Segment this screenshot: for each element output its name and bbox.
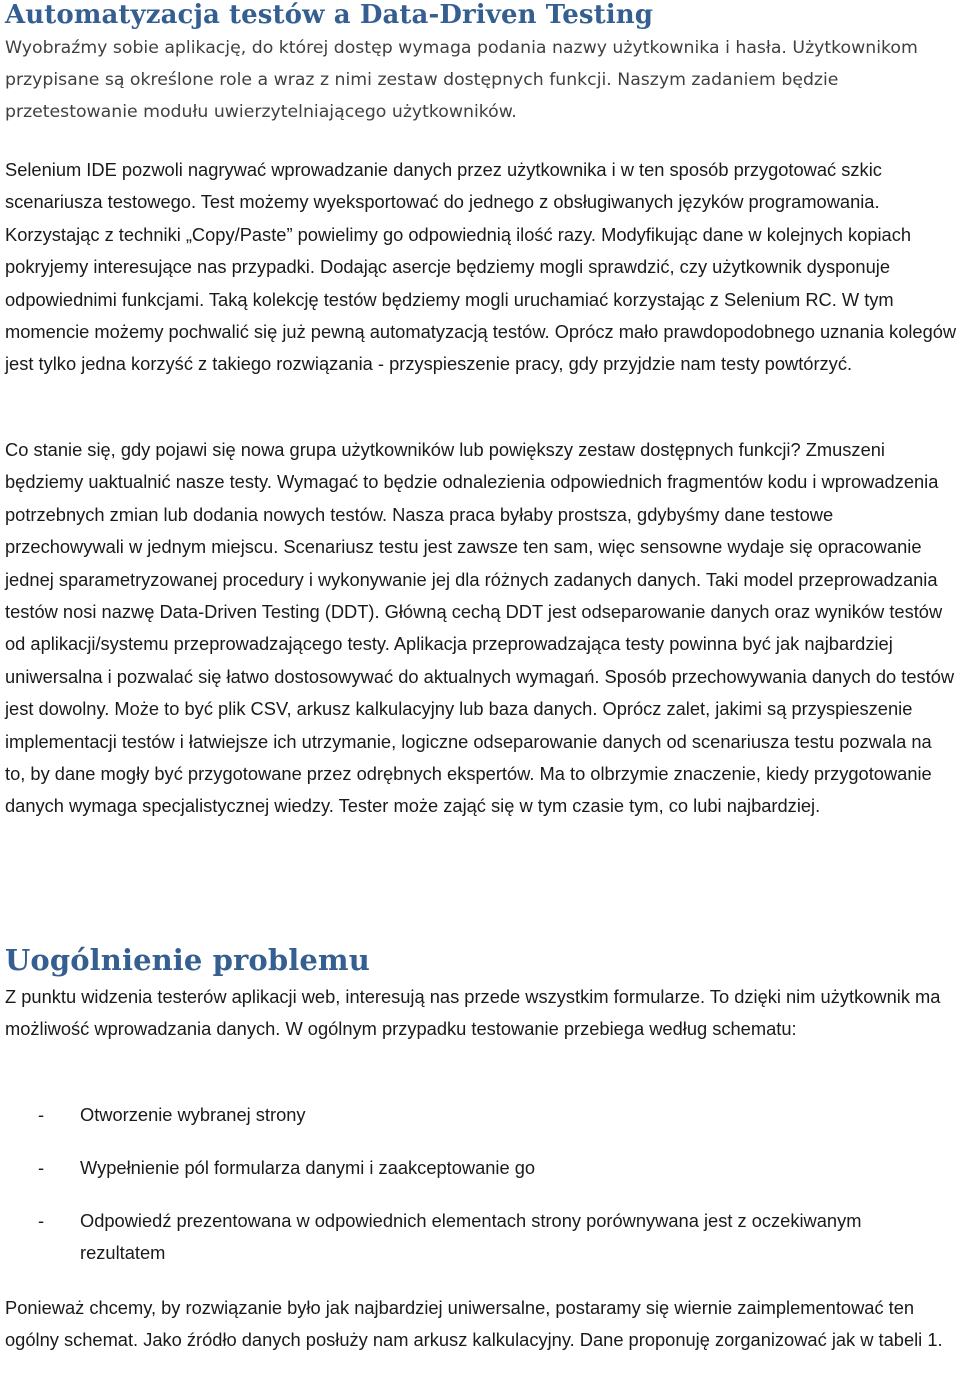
list-item-text: Otworzenie wybranej strony xyxy=(80,1104,306,1125)
paragraph-spreadsheet: Ponieważ chcemy, by rozwiązanie było jak najbardziej uniwersalne, postaramy się wiernie zaimplementować ten ogólny schemat. Jako źródło danych posłuży nam arkusz kalkulacyjny. Dane proponuję zorganizować jak w tabeli 1. xyxy=(5,1297,943,1351)
paragraph-forms: Z punktu widzenia testerów aplikacji web, interesują nas przede wszystkim formularze. To dzięki nim użytkownik ma możliwość wprowadzania danych. W ogólnym przypadku testowanie przebiega według schematu: xyxy=(5,986,941,1040)
dash-bullet: - xyxy=(38,1157,45,1178)
dash-bullet: - xyxy=(38,1104,45,1125)
paragraph-ddt: Co stanie się, gdy pojawi się nowa grupa użytkowników lub powiększy zestaw dostępnych funkcji? Zmuszeni będziemy uaktualnić nasze testy. Wymagać to będzie odnalezienia odpowiednich fragmentów kodu i wprowadzenia potrzebnych zmian lub dodania nowych testów. Nasza praca byłaby prostsza, gdybyśmy dane testowe przechowywali w jednym miejscu. Scenariusz testu jest zawsze ten sam, więc sensowne wydaje się opracowanie jednej sparametryzowanej procedury i wykonywanie jej dla różnych zadanych danych. Taki model przeprowadzania testów nosi nazwę Data-Driven Testing (DDT). Główną cechą DDT jest odseparowanie danych oraz wyników testów od aplikacji/systemu przeprowadzającego testy. Aplikacja przeprowadzająca testy powinna być jak najbardziej uniwersalna i pozwalać się łatwo dostosowywać do aktualnych wymagań. Sposób przechowywania danych do testów jest dowolny. Może to być plik CSV, arkusz kalkulacyjny lub baza danych. Oprócz zalet, jakimi są przyspieszenie implementacji testów i łatwiejsze ich utrzymanie, logiczne odseparowanie danych od scenariusza testu pozwala na to, by dane mogły być przygotowane przez odrębnych ekspertów. Ma to olbrzymie znaczenie, kiedy przygotowanie danych wymaga specjalistycznej wiedzy. Tester może zająć się w tym czasie tym, co lubi najbardziej. xyxy=(5,439,955,817)
list-item-text: Odpowiedź prezentowana w odpowiednich elementach strony porównywana jest z oczekiwanym rezultatem xyxy=(80,1210,862,1264)
paragraph-intro: Wyobraźmy sobie aplikację, do której dostęp wymaga podania nazwy użytkownika i hasła. Użytkownikom przypisane są określone role a wraz z nimi zestaw dostępnych funkcji. Naszym zadaniem będzie przetestowanie modułu uwierzytelniającego użytkowników. xyxy=(5,38,918,122)
section-heading-generalization: Uogólnienie problemu xyxy=(5,943,370,977)
paragraph-selenium-ide: Selenium IDE pozwoli nagrywać wprowadzanie danych przez użytkownika i w ten sposób przygotować szkic scenariusza testowego. Test możemy wyeksportować do jednego z obsługiwanych języków programowania. Korzystając z techniki „Copy/Paste” powielimy go odpowiednią ilość razy. Modyfikując dane w kolejnych kopiach pokryjemy interesujące nas przypadki. Dodając asercje będziemy mogli sprawdzić, czy użytkownik dysponuje odpowiednimi funkcjami. Taką kolekcję testów będziemy mogli uruchamiać korzystając z Selenium RC. W tym momencie możemy pochwalić się już pewną automatyzacją testów. Oprócz mało prawdopodobnego uznania kolegów jest tylko jedna korzyść z takiego rozwiązania - przyspieszenie pracy, gdy przyjdzie nam testy powtórzyć. xyxy=(5,159,957,375)
dash-bullet: - xyxy=(38,1210,45,1231)
list-item-text: Wypełnienie pól formularza danymi i zaakceptowanie go xyxy=(80,1157,536,1178)
section-heading-automation: Automatyzacja testów a Data-Driven Testing xyxy=(5,0,654,30)
